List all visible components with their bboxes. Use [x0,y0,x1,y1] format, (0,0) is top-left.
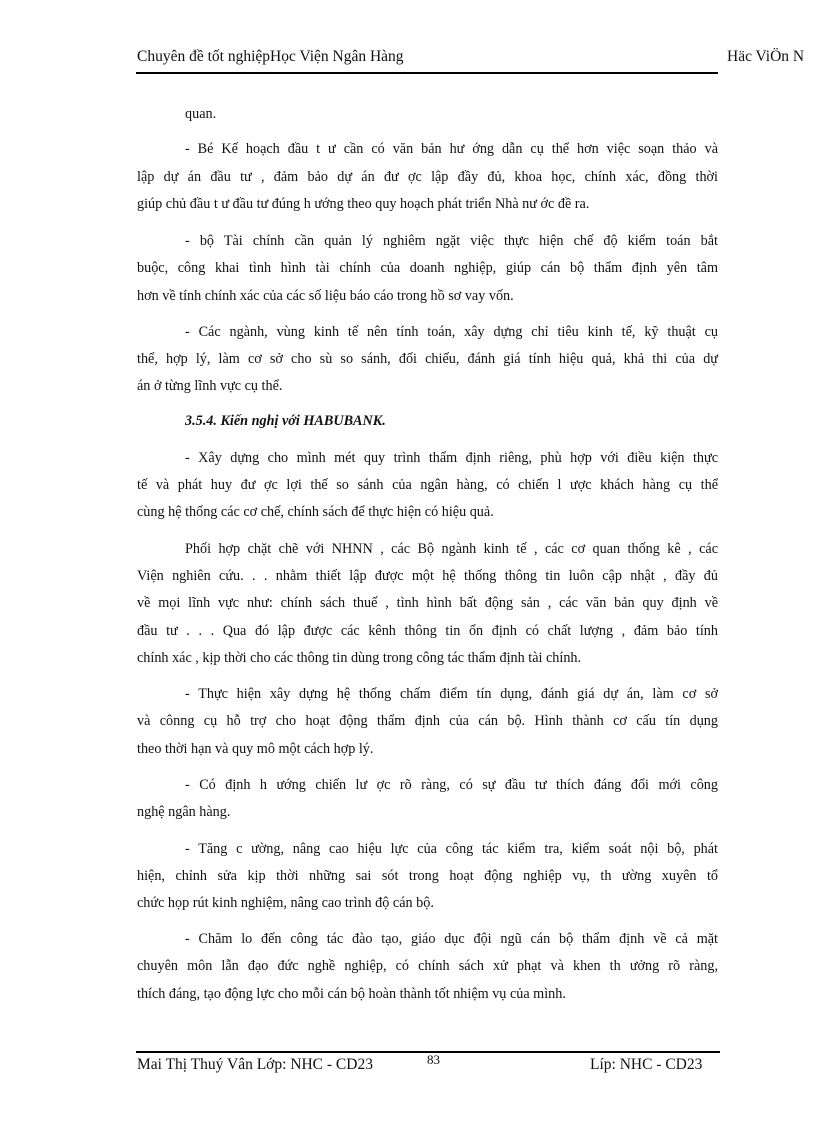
paragraph-line: đầu tư . . . Qua đó lập được các kênh thông tin ổn định có chất lượng , đảm bảo tính [137,623,718,639]
paragraph-line: cùng hệ thống các cơ chế, chính sách để thực hiện có hiệu quả. [137,504,494,520]
footer-author: Mai Thị Thuý Vân Lớp: NHC - CD23 [137,1056,373,1073]
paragraph-line: giúp chủ đầu t ư đầu tư đúng h ướng theo quy hoạch phát triển Nhà nư ớc đề ra. [137,196,590,212]
paragraph-line: - Thực hiện xây dựng hệ thống chấm điểm tín dụng, đánh giá dự án, làm cơ sở [185,686,718,702]
paragraph-line: - Tăng c ường, nâng cao hiệu lực của công tác kiểm tra, kiểm soát nội bộ, phát [185,841,718,857]
paragraph-line: và cônng cụ hỗ trợ cho hoạt động thẩm định của cán bộ. Hình thành cơ cấu tín dụng [137,713,718,729]
paragraph-line: Viện nghiên cứu. . . nhằm thiết lập được một hệ thống thông tin luôn cập nhật , đầy đủ [137,568,718,584]
footer-class: Líp: NHC - CD23 [590,1056,703,1073]
paragraph-line: lập dự án đầu tư , đảm bảo dự án đư ợc lập đầy đủ, khoa học, chính xác, đồng thời [137,169,718,185]
paragraph-line: thích đáng, tạo động lực cho mỗi cán bộ hoàn thành tốt nhiệm vụ của mình. [137,986,566,1002]
paragraph-line: - Các ngành, vùng kinh tế nên tính toán, xây dựng chỉ tiêu kinh tế, kỹ thuật cụ [185,324,718,340]
section-heading: 3.5.4. Kiến nghị với HABUBANK. [185,413,386,429]
paragraph-line: - Có định h ướng chiến lư ợc rõ ràng, có sự đầu tư thích đáng đổi mới công [185,777,718,793]
paragraph-line: theo thời hạn và quy mô một cách hợp lý. [137,741,374,757]
paragraph-line: án ở từng lĩnh vực cụ thể. [137,378,283,394]
running-header-right: Häc ViÖn N [727,48,805,65]
paragraph-line: về mọi lĩnh vực như: chính sách thuế , tình hình bất động sản , các văn bản quy định về [137,595,718,611]
paragraph-line: quan. [185,106,217,122]
paragraph-line: chuyên môn lẫn đạo đức nghề nghiệp, có chính sách xử phạt và khen th ưởng rõ ràng, [137,958,718,974]
paragraph-line: tế và phát huy đư ợc lợi thế so sánh của ngân hàng, có chiến l ược khách hàng cụ thể [137,477,718,493]
page-number: 83 [427,1052,440,1067]
paragraph-line: nghệ ngân hàng. [137,804,231,820]
paragraph-line: chính xác , kịp thời cho các thông tin dùng trong công tác thẩm định tài chính. [137,650,582,666]
paragraph-line: thể, hợp lý, làm cơ sở cho sù so sánh, đối chiếu, đánh giá tính hiệu quả, khả thi của dự [137,351,718,367]
paragraph-line: buộc, công khai tình hình tài chính của doanh nghiệp, giúp cán bộ thẩm định yên tâm [137,260,718,276]
paragraph-line: - Chăm lo đến công tác đào tạo, giáo dục đội ngũ cán bộ thẩm định về cả mặt [185,931,718,947]
paragraph-line: hiện, chỉnh sửa kịp thời những sai sót trong hoạt động nghiệp vụ, th ường xuyên tổ [137,868,718,884]
paragraph-line: Phối hợp chặt chẽ với NHNN , các Bộ ngành kinh tế , các cơ quan thống kê , các [185,541,718,557]
paragraph-line: - Bé Kế hoạch đầu t ư cần có văn bản hư ớng dẫn cụ thể hơn việc soạn thảo và [185,141,718,157]
paragraph-line: chức họp rút kinh nghiệm, nâng cao trình độ cán bộ. [137,895,434,911]
paragraph-line: - Xây dựng cho mình mét quy trình thẩm định riêng, phù hợp với điều kiện thực [185,450,718,466]
paragraph-line: hơn về tính chính xác của các số liệu báo cáo trong hồ sơ vay vốn. [137,288,514,304]
running-header-title: Chuyên đề tốt nghiệpHọc Viện Ngân Hàng [137,48,404,65]
header-rule [136,72,718,74]
paragraph-line: - bộ Tài chính cần quản lý nghiêm ngặt việc thực hiện chế độ kiểm toán bắt [185,233,718,249]
